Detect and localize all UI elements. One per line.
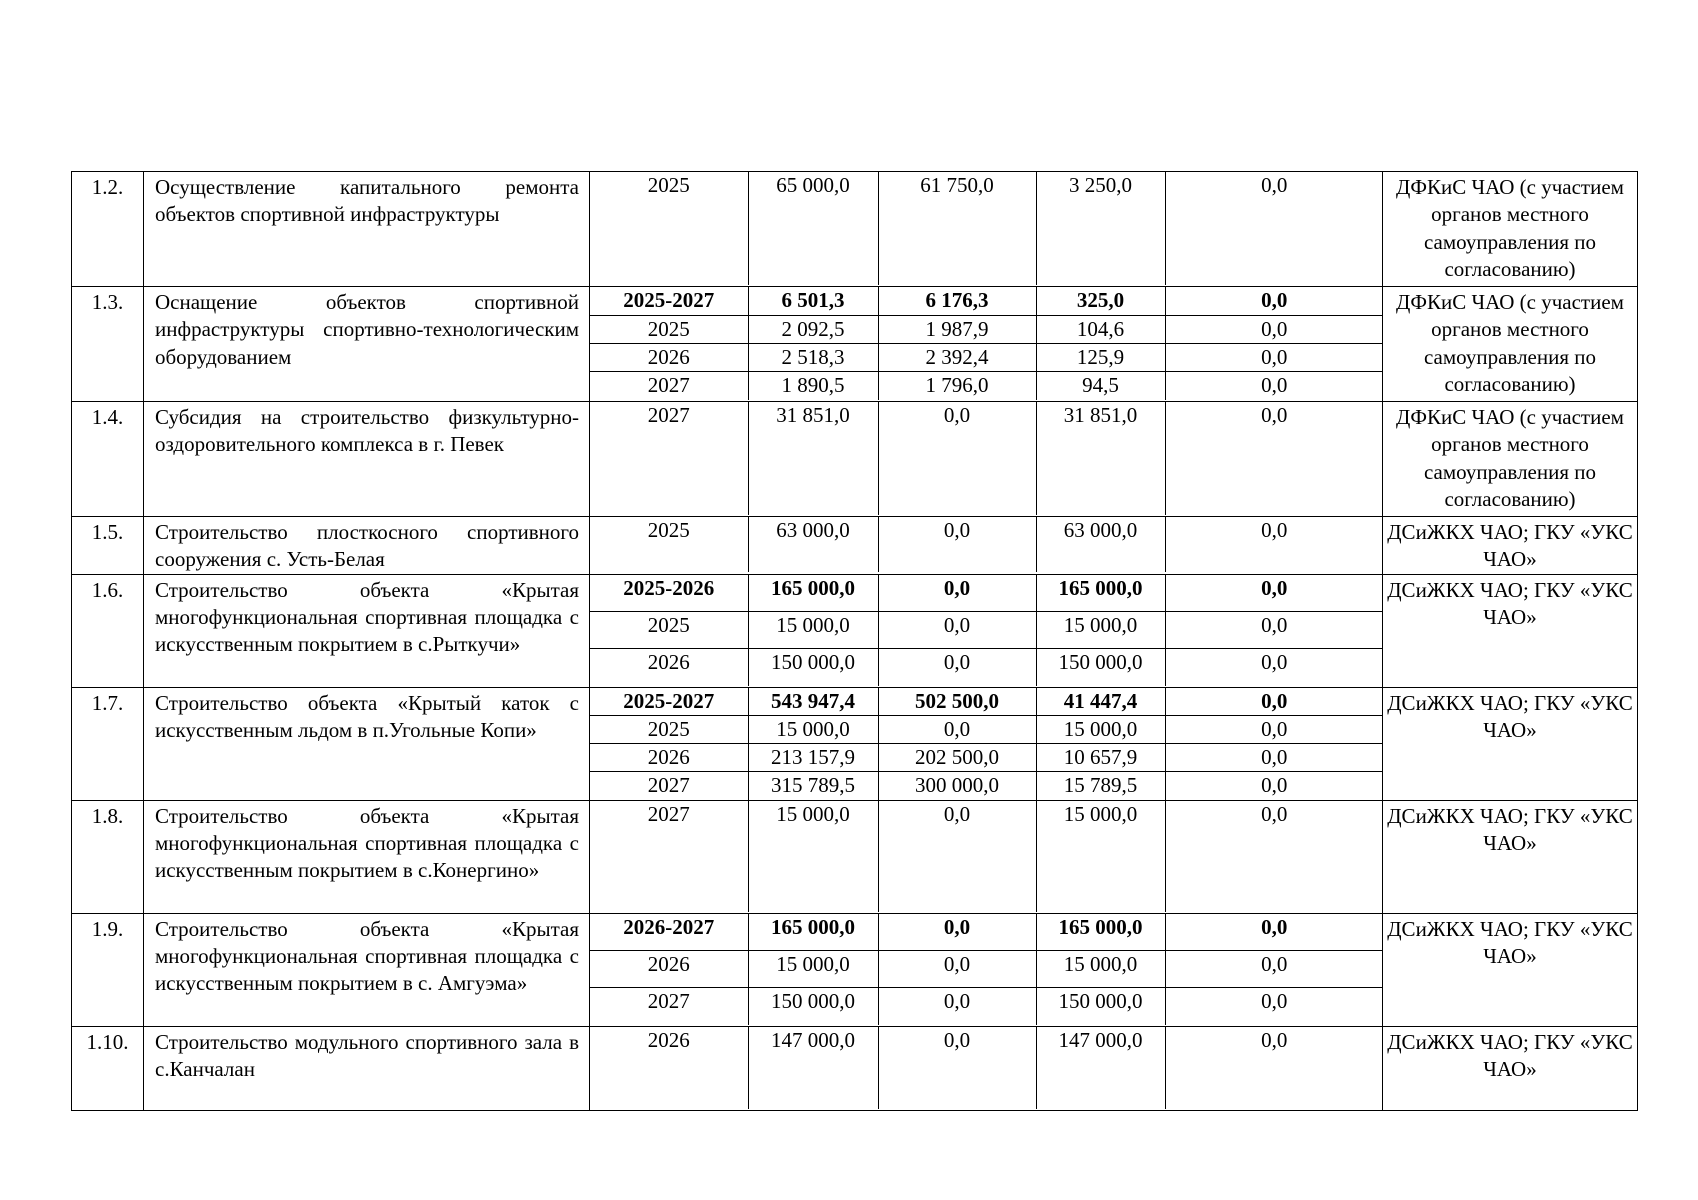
federal-cell: 2 392,4 — [878, 343, 1036, 371]
funding-subtable — [590, 575, 1383, 686]
funding-values — [590, 172, 1383, 287]
federal-cell: 0,0 — [878, 649, 1036, 686]
funding-values — [590, 574, 1383, 687]
funding-year-line — [590, 649, 1383, 686]
regional-cell: 150 000,0 — [1036, 988, 1165, 1025]
regional-cell: 15 000,0 — [1036, 612, 1165, 649]
funding-values — [590, 913, 1383, 1026]
row-number: 1.8. — [72, 800, 144, 913]
table-row — [72, 517, 1638, 575]
funding-values — [590, 517, 1383, 575]
year-cell: 2027 — [647, 373, 690, 398]
funding-year-line — [590, 315, 1383, 343]
federal-cell: 6 176,3 — [878, 287, 1036, 315]
regional-cell: 147 000,0 — [1036, 1027, 1165, 1109]
funding-year-line — [590, 715, 1383, 743]
federal-cell: 0,0 — [878, 517, 1036, 572]
row-number: 1.6. — [72, 574, 144, 687]
activity-name: Строительство объекта «Крытая многофункциональная спортивная площадка с искусственным покрытием в с.Рыткучи» — [144, 574, 590, 687]
total-cell: 15 000,0 — [748, 612, 878, 649]
funding-subtable — [590, 172, 1383, 285]
federal-cell: 1 987,9 — [878, 315, 1036, 343]
local-cell: 0,0 — [1165, 951, 1383, 988]
activity-name: Строительство объекта «Крытая многофункциональная спортивная площадка с искусственным покрытием в с. Амгуэма» — [144, 913, 590, 1026]
executor: ДФКиС ЧАО (с участием органов местного самоуправления по согласованию) — [1383, 402, 1638, 517]
total-cell: 15 000,0 — [748, 715, 878, 743]
executor: ДСиЖКХ ЧАО; ГКУ «УКС ЧАО» — [1383, 574, 1638, 687]
federal-cell: 0,0 — [878, 988, 1036, 1025]
local-cell: 0,0 — [1165, 772, 1383, 800]
total-cell: 15 000,0 — [748, 801, 878, 912]
funding-total-line — [590, 575, 1383, 612]
federal-cell: 0,0 — [878, 914, 1036, 951]
local-cell: 0,0 — [1165, 612, 1383, 649]
regional-cell: 31 851,0 — [1036, 402, 1165, 515]
table-row — [72, 913, 1638, 1026]
funding-subtable — [590, 1027, 1383, 1109]
regional-cell: 15 000,0 — [1036, 715, 1165, 743]
year-cell: 2025 — [647, 173, 690, 197]
table-row — [72, 402, 1638, 517]
funding-table-body — [72, 172, 1638, 1111]
year-cell: 2026 — [647, 650, 690, 675]
executor: ДФКиС ЧАО (с участием органов местного самоуправления по согласованию) — [1383, 287, 1638, 402]
table-row — [72, 574, 1638, 687]
total-cell: 2 092,5 — [748, 315, 878, 343]
year-cell: 2025 — [590, 315, 748, 343]
federal-cell: 0,0 — [878, 951, 1036, 988]
activity-name: Субсидия на строительство физкультурно-оздоровительного комплекса в г. Певек — [144, 402, 590, 517]
executor: ДСиЖКХ ЧАО; ГКУ «УКС ЧАО» — [1383, 517, 1638, 575]
activity-name: Строительство объекта «Крытая многофункциональная спортивная площадка с искусственным покрытием в с.Конергино» — [144, 800, 590, 913]
funding-year-line — [590, 612, 1383, 649]
regional-cell: 104,6 — [1036, 315, 1165, 343]
row-number: 1.10. — [72, 1026, 144, 1110]
executor: ДСиЖКХ ЧАО; ГКУ «УКС ЧАО» — [1383, 687, 1638, 800]
regional-cell: 15 000,0 — [1036, 951, 1165, 988]
funding-total-line — [590, 287, 1383, 315]
year-cell: 2027 — [647, 773, 690, 798]
funding-year-line — [590, 172, 1383, 285]
regional-cell: 3 250,0 — [1036, 172, 1165, 285]
row-number: 1.3. — [72, 287, 144, 402]
row-number: 1.7. — [72, 687, 144, 800]
year-cell: 2026 — [590, 744, 748, 772]
year-cell: 2026 — [590, 951, 748, 988]
local-cell: 0,0 — [1165, 801, 1383, 912]
executor: ДСиЖКХ ЧАО; ГКУ «УКС ЧАО» — [1383, 800, 1638, 913]
funding-year-line — [590, 801, 1383, 912]
activity-name: Строительство объекта «Крытый каток с искусственным льдом в п.Угольные Копи» — [144, 687, 590, 800]
year-cell: 2025 — [647, 518, 690, 542]
total-cell: 150 000,0 — [748, 988, 878, 1025]
year-cell: 2026 — [647, 1027, 690, 1052]
funding-values — [590, 287, 1383, 402]
regional-cell: 41 447,4 — [1036, 688, 1165, 716]
federal-cell: 1 796,0 — [878, 372, 1036, 400]
row-number: 1.2. — [72, 172, 144, 287]
regional-cell: 15 000,0 — [1036, 801, 1165, 912]
activity-name: Оснащение объектов спортивной инфраструктуры спортивно-технологическим оборудованием — [144, 287, 590, 402]
federal-cell: 0,0 — [878, 402, 1036, 515]
funding-total-line — [590, 688, 1383, 716]
year-cell: 2027 — [647, 403, 690, 427]
total-cell: 65 000,0 — [748, 172, 878, 285]
federal-cell: 0,0 — [878, 801, 1036, 912]
row-number: 1.4. — [72, 402, 144, 517]
local-cell: 0,0 — [1165, 343, 1383, 371]
year-cell: 2025-2027 — [590, 688, 748, 716]
regional-cell: 325,0 — [1036, 287, 1165, 315]
local-cell: 0,0 — [1165, 575, 1383, 612]
year-cell: 2027 — [647, 801, 690, 826]
activity-name: Осуществление капитального ремонта объектов спортивной инфраструктуры — [144, 172, 590, 287]
federal-cell: 61 750,0 — [878, 172, 1036, 285]
activity-name: Строительство модульного спортивного зала в с.Канчалан — [144, 1026, 590, 1110]
funding-values — [590, 800, 1383, 913]
total-cell: 63 000,0 — [748, 517, 878, 572]
year-cell: 2025-2027 — [590, 287, 748, 315]
funding-year-line — [590, 951, 1383, 988]
executor: ДФКиС ЧАО (с участием органов местного самоуправления по согласованию) — [1383, 172, 1638, 287]
local-cell: 0,0 — [1165, 914, 1383, 951]
total-cell: 15 000,0 — [748, 951, 878, 988]
regional-cell: 165 000,0 — [1036, 575, 1165, 612]
executor: ДСиЖКХ ЧАО; ГКУ «УКС ЧАО» — [1383, 913, 1638, 1026]
funding-year-line — [590, 744, 1383, 772]
regional-cell: 150 000,0 — [1036, 649, 1165, 686]
table-row — [72, 1026, 1638, 1110]
local-cell: 0,0 — [1165, 1027, 1383, 1109]
local-cell: 0,0 — [1165, 287, 1383, 315]
table-row — [72, 172, 1638, 287]
local-cell: 0,0 — [1165, 988, 1383, 1025]
total-cell: 31 851,0 — [748, 402, 878, 515]
year-cell: 2025 — [590, 715, 748, 743]
regional-cell: 165 000,0 — [1036, 914, 1165, 951]
local-cell: 0,0 — [1165, 315, 1383, 343]
table-row — [72, 287, 1638, 402]
total-cell: 150 000,0 — [748, 649, 878, 686]
total-cell: 147 000,0 — [748, 1027, 878, 1109]
local-cell: 0,0 — [1165, 172, 1383, 285]
funding-total-line — [590, 914, 1383, 951]
federal-cell: 300 000,0 — [878, 772, 1036, 800]
local-cell: 0,0 — [1165, 517, 1383, 572]
total-cell: 1 890,5 — [748, 372, 878, 400]
row-number: 1.9. — [72, 913, 144, 1026]
federal-cell: 0,0 — [878, 575, 1036, 612]
funding-year-line — [590, 402, 1383, 515]
total-cell: 2 518,3 — [748, 343, 878, 371]
local-cell: 0,0 — [1165, 744, 1383, 772]
funding-year-line — [590, 772, 1383, 800]
funding-subtable — [590, 287, 1383, 400]
funding-subtable — [590, 402, 1383, 515]
funding-subtable — [590, 801, 1383, 912]
funding-values — [590, 687, 1383, 800]
funding-subtable — [590, 517, 1383, 572]
funding-subtable — [590, 688, 1383, 800]
year-cell: 2026-2027 — [590, 914, 748, 951]
total-cell: 213 157,9 — [748, 744, 878, 772]
year-cell: 2027 — [647, 989, 690, 1014]
total-cell: 6 501,3 — [748, 287, 878, 315]
funding-year-line — [590, 343, 1383, 371]
federal-cell: 0,0 — [878, 612, 1036, 649]
funding-year-line — [590, 1027, 1383, 1109]
regional-cell: 125,9 — [1036, 343, 1165, 371]
funding-subtable — [590, 914, 1383, 1025]
total-cell: 165 000,0 — [748, 914, 878, 951]
local-cell: 0,0 — [1165, 402, 1383, 515]
federal-cell: 202 500,0 — [878, 744, 1036, 772]
executor: ДСиЖКХ ЧАО; ГКУ «УКС ЧАО» — [1383, 1026, 1638, 1110]
federal-cell: 502 500,0 — [878, 688, 1036, 716]
funding-values — [590, 402, 1383, 517]
regional-cell: 10 657,9 — [1036, 744, 1165, 772]
regional-cell: 94,5 — [1036, 372, 1165, 400]
local-cell: 0,0 — [1165, 649, 1383, 686]
activity-name: Строительство плосткосного спортивного сооружения с. Усть-Белая — [144, 517, 590, 575]
funding-year-line — [590, 372, 1383, 400]
federal-cell: 0,0 — [878, 715, 1036, 743]
total-cell: 165 000,0 — [748, 575, 878, 612]
local-cell: 0,0 — [1165, 715, 1383, 743]
total-cell: 315 789,5 — [748, 772, 878, 800]
table-row — [72, 687, 1638, 800]
funding-values — [590, 1026, 1383, 1110]
funding-table — [71, 171, 1638, 1111]
local-cell: 0,0 — [1165, 372, 1383, 400]
year-cell: 2025 — [590, 612, 748, 649]
total-cell: 543 947,4 — [748, 688, 878, 716]
local-cell: 0,0 — [1165, 688, 1383, 716]
table-row — [72, 800, 1638, 913]
funding-year-line — [590, 988, 1383, 1025]
federal-cell: 0,0 — [878, 1027, 1036, 1109]
year-cell: 2025-2026 — [590, 575, 748, 612]
regional-cell: 63 000,0 — [1036, 517, 1165, 572]
regional-cell: 15 789,5 — [1036, 772, 1165, 800]
funding-year-line — [590, 517, 1383, 572]
row-number: 1.5. — [72, 517, 144, 575]
year-cell: 2026 — [590, 343, 748, 371]
